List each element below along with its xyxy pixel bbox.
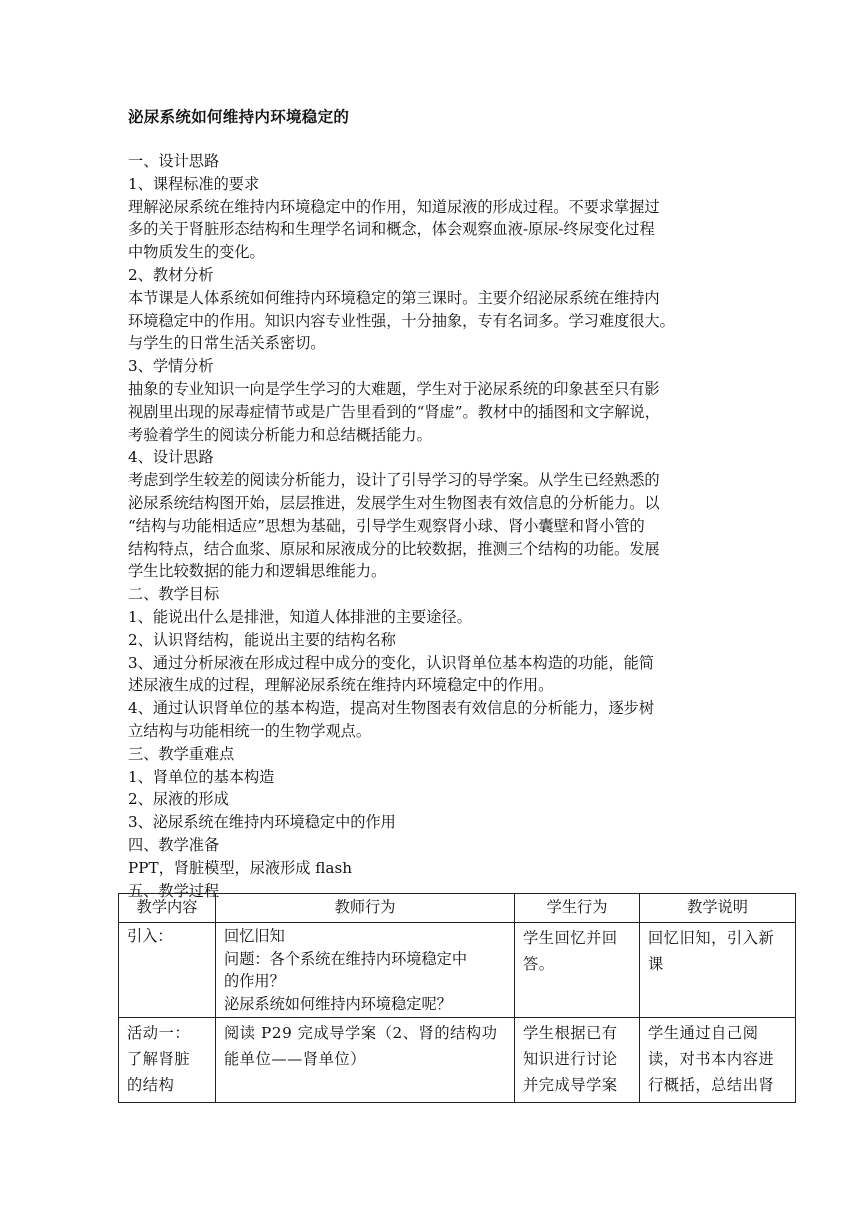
body-line: 抽象的专业知识一向是学生学习的大难题，学生对于泌尿系统的印象甚至只有影 [128, 379, 660, 398]
body-line: PPT，肾脏模型，尿液形成 flash [128, 858, 353, 877]
body-line: 1、肾单位的基本构造 [128, 767, 275, 786]
cell-line: 泌尿系统如何维持内环境稳定呢？ [224, 994, 452, 1013]
body-line: “结构与功能相适应”思想为基础，引导学生观察肾小球、肾小囊壁和肾小管的 [128, 516, 645, 535]
body-line: 2、认识肾结构，能说出主要的结构名称 [128, 630, 396, 649]
body-line: 三、教学重难点 [128, 744, 235, 763]
cell-student [515, 923, 640, 1018]
cell-teacher [216, 1018, 515, 1103]
body-line: 泌尿系统结构图开始，层层推进，发展学生对生物图表有效信息的分析能力。以 [128, 493, 660, 512]
cell-line: 了解肾脏 [127, 1050, 191, 1068]
body-line: 视剧里出现的尿毒症情节或是广告里看到的“肾虚”。教材中的插图和文字解说， [128, 402, 660, 421]
document-body [128, 150, 748, 902]
cell-line: 的结构 [127, 1076, 175, 1094]
cell-line: 问题：各个系统在维持内环境稳定中 [224, 949, 467, 968]
teaching-process-table [118, 893, 796, 1103]
body-line: 学生比较数据的能力和逻辑思维能力。 [128, 562, 387, 581]
body-line: 2、教材分析 [128, 265, 214, 284]
cell-note [640, 1018, 796, 1103]
body-line: 3、泌尿系统在维持内环境稳定中的作用 [128, 813, 396, 832]
cell-line: 活动一： [127, 1024, 191, 1042]
cell-line: 学生根据已有 [523, 1024, 618, 1042]
cell-line: 知识进行讨论 [523, 1050, 618, 1068]
cell-line: 行概括，总结出肾 [648, 1076, 775, 1094]
cell-line: 的作用？ [224, 972, 285, 990]
body-line: 理解泌尿系统在维持内环境稳定中的作用，知道尿液的形成过程。不要求掌握过 [128, 197, 660, 216]
body-line: 多的关于肾脏形态结构和生理学名词和概念，体会观察血液-原尿-终尿变化过程 [128, 220, 655, 239]
body-line: 环境稳定中的作用。知识内容专业性强，十分抽象，专有名词多。学习难度很大。 [128, 311, 675, 330]
body-line: 考虑到学生较差的阅读分析能力，设计了引导学习的导学案。从学生已经熟悉的 [128, 471, 660, 490]
body-line: 中物质发生的变化。 [128, 243, 265, 262]
document-title: 泌尿系统如何维持内环境稳定的 [128, 107, 350, 126]
table-row [119, 1018, 796, 1103]
body-line: 4、设计思路 [128, 448, 214, 467]
body-line: 述尿液生成的过程，理解泌尿系统在维持内环境稳定中的作用。 [128, 676, 554, 695]
header-note: 教学说明 [640, 894, 796, 923]
body-line: 结构特点，结合血浆、原尿和尿液成分的比较数据，推测三个结构的功能。发展 [128, 539, 660, 558]
body-line: 五、教学过程 [128, 881, 220, 900]
cell-line: 读，对书本内容进 [648, 1050, 775, 1068]
cell-line: 学生通过自己阅 [648, 1024, 759, 1042]
cell-content [119, 923, 216, 1018]
body-line: 本节课是人体系统如何维持内环境稳定的第三课时。主要介绍泌尿系统在维持内 [128, 288, 660, 307]
cell-content [119, 1018, 216, 1103]
cell-line: 并完成导学案 [523, 1076, 618, 1094]
body-line: 1、能说出什么是排泄，知道人体排泄的主要途径。 [128, 607, 472, 626]
body-line: 考验着学生的阅读分析能力和总结概括能力。 [128, 425, 432, 444]
cell-line: 回忆旧知，引入新 [648, 929, 775, 947]
cell-teacher [216, 923, 515, 1018]
table-header-row [119, 894, 796, 923]
body-line: 四、教学准备 [128, 835, 220, 854]
cell-line: 回忆旧知 [224, 927, 285, 945]
table-row [119, 923, 796, 1018]
cell-note [640, 923, 796, 1018]
cell-line: 引入： [127, 927, 173, 945]
header-content: 教学内容 [119, 894, 216, 923]
cell-student [515, 1018, 640, 1103]
cell-line: 课 [648, 955, 664, 973]
cell-line: 阅读 P29 完成导学案（2、肾的结构功 [224, 1024, 498, 1042]
body-line: 一、设计思路 [128, 152, 220, 170]
cell-line: 学生回忆并回 [523, 929, 618, 947]
header-teacher: 教师行为 [216, 894, 515, 923]
body-line: 二、教学目标 [128, 585, 220, 604]
body-line: 立结构与功能相统一的生物学观点。 [128, 721, 371, 740]
body-line: 3、学情分析 [128, 357, 214, 376]
body-line: 1、课程标准的要求 [128, 174, 260, 193]
body-line: 3、通过分析尿液在形成过程中成分的变化，认识肾单位基本构造的功能，能简 [128, 653, 655, 672]
body-line: 4、通过认识肾单位的基本构造，提高对生物图表有效信息的分析能力，逐步树 [128, 699, 655, 718]
cell-line: 答。 [523, 955, 555, 973]
cell-line: 能单位——肾单位） [224, 1050, 367, 1068]
header-student: 学生行为 [515, 894, 640, 923]
body-line: 与学生的日常生活关系密切。 [128, 334, 326, 353]
body-line: 2、尿液的形成 [128, 790, 229, 809]
